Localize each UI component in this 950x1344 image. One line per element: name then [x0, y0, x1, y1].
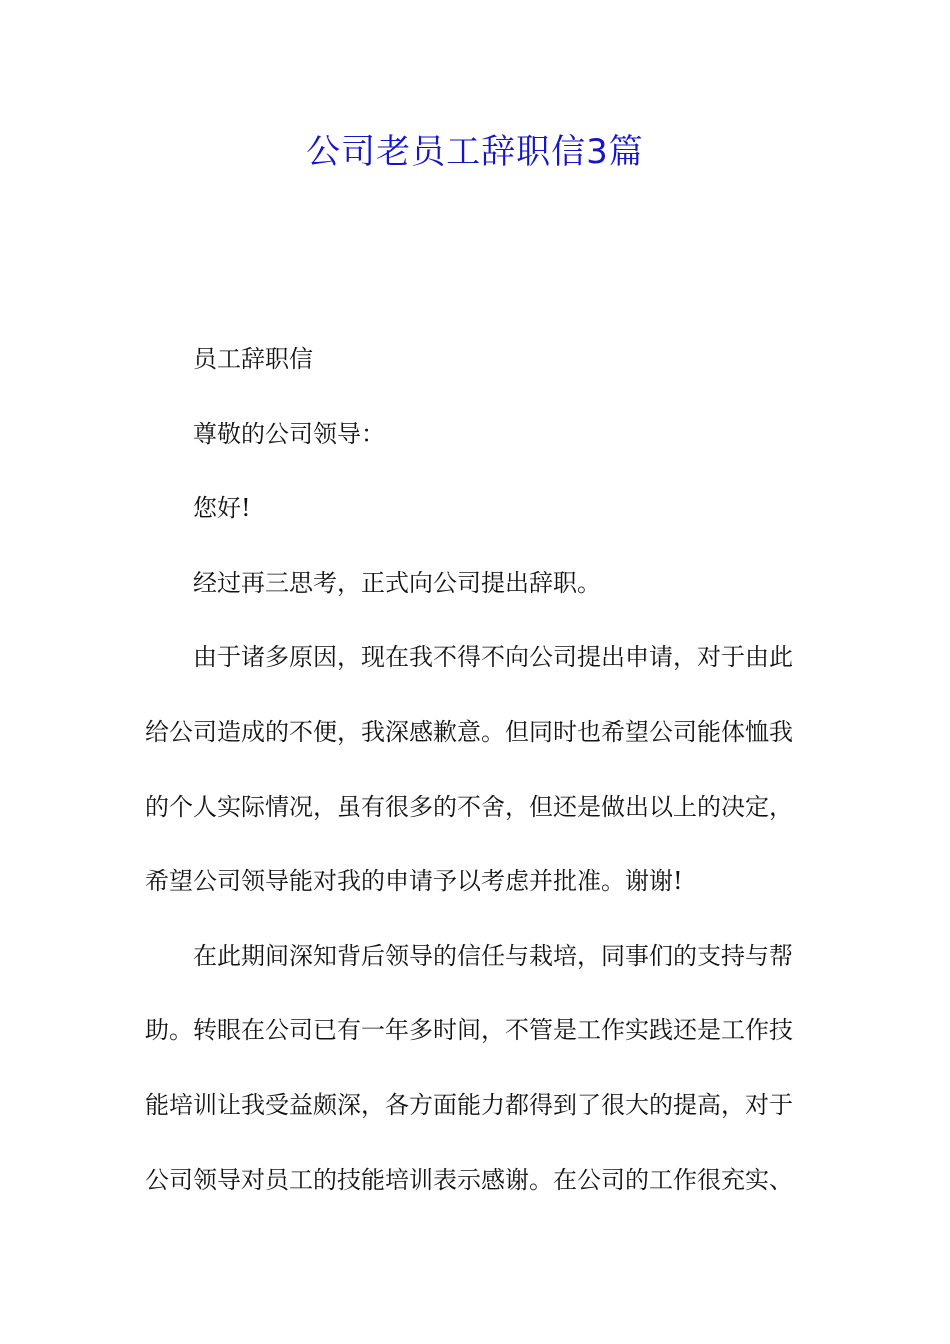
text-line: 员工辞职信 — [193, 345, 313, 373]
document-title: 公司老员工辞职信3篇 — [306, 132, 644, 172]
text-line: 尊敬的公司领导： — [193, 419, 385, 448]
text-line: 的个人实际情况，虽有很多的不舍，但还是做出以上的决定， — [145, 792, 793, 821]
text-line: 能培训让我受益颇深，各方面能力都得到了很大的提高，对于 — [145, 1090, 793, 1119]
text-line: 公司领导对员工的技能培训表示感谢。在公司的工作很充实、 — [145, 1165, 793, 1194]
text-line: 由于诸多原因，现在我不得不向公司提出申请，对于由此 — [193, 643, 793, 672]
document-body — [145, 334, 807, 1229]
text-line: 您好! — [193, 494, 251, 523]
text-line: 助。转眼在公司已有一年多时间，不管是工作实践还是工作技 — [145, 1016, 793, 1045]
text-line: 希望公司领导能对我的申请予以考虑并批准。谢谢! — [145, 867, 683, 896]
text-line: 给公司造成的不便，我深感歉意。但同时也希望公司能体恤我 — [145, 717, 793, 746]
text-line: 经过再三思考，正式向公司提出辞职。 — [193, 568, 601, 597]
text-line: 在此期间深知背后领导的信任与栽培，同事们的支持与帮 — [193, 941, 793, 970]
